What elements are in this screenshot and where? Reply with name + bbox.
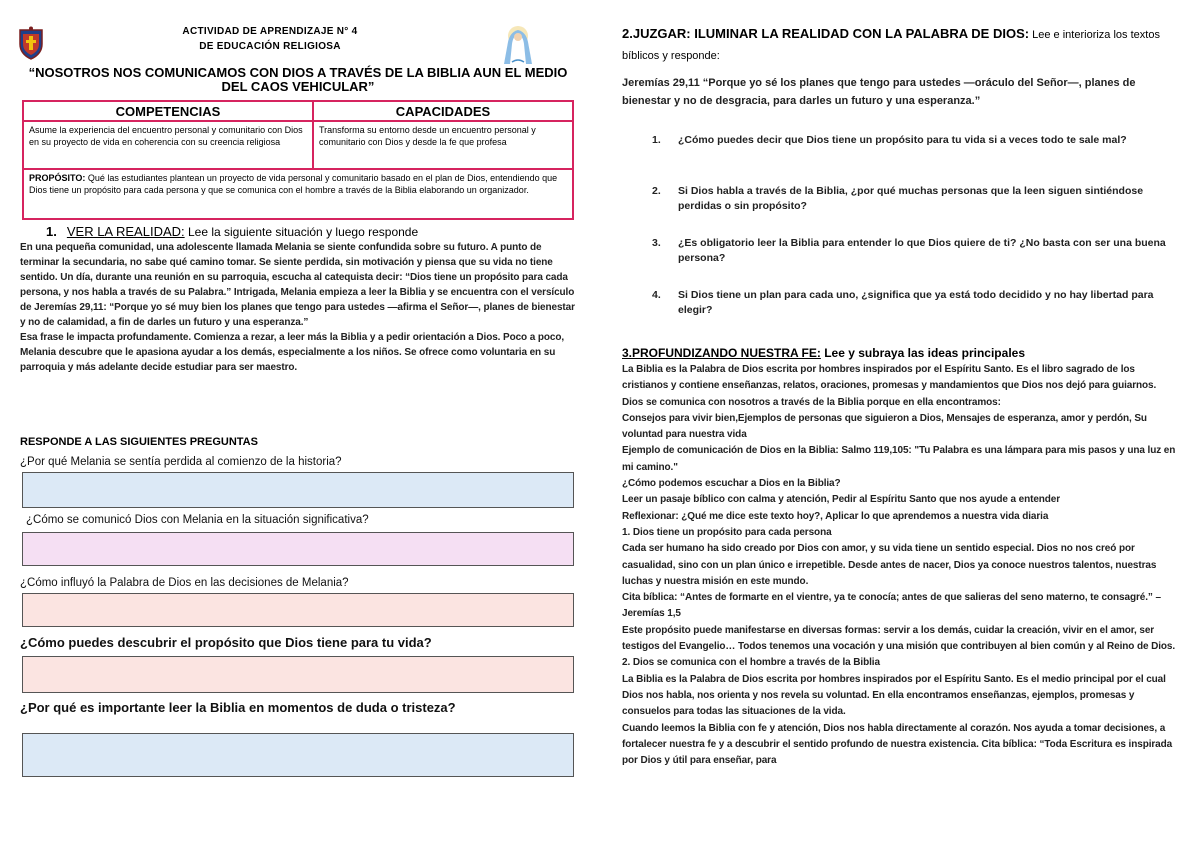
responde-heading: RESPONDE A LAS SIGUIENTES PREGUNTAS: [20, 436, 258, 448]
rq4-number: 4.: [652, 289, 661, 301]
s3-line-2: Consejos para vivir bien,Ejemplos de personas que siguieron a Dios, Mensajes de esperanza, amor y perdón, Su voluntad para nuestra vida: [622, 412, 1147, 441]
section1-number: 1.: [46, 224, 57, 239]
rq2-text: Si Dios habla a través de la Biblia, ¿por qué muchas personas que la leen siguen sintiéndose perdidas o sin propósito?: [678, 185, 1144, 212]
section1-heading: [46, 224, 418, 239]
reflection-question-1: [652, 133, 1172, 148]
situation-text: [20, 240, 576, 375]
answer-box-4[interactable]: [22, 656, 574, 693]
question-4: ¿Cómo puedes descubrir el propósito que Dios tiene para tu vida?: [20, 635, 432, 650]
question-5: ¿Por qué es importante leer la Biblia en momentos de duda o tristeza?: [20, 700, 456, 715]
s3-line-0: La Biblia es la Palabra de Dios escrita por hombres inspirados por el Espíritu Santo. Es el libro sagrado de los cristianos y contiene enseñanzas, relatos, oraciones, promesas y mandamientos que Dios nos dejó para guiarnos.: [622, 364, 1157, 392]
rq2-number: 2.: [652, 185, 661, 197]
s3-line-4: ¿Cómo podemos escuchar a Dios en la Biblia?: [622, 478, 841, 490]
s3-line-6: Reflexionar: ¿Qué me dice este texto hoy?, Aplicar lo que aprendemos a nuestra vida diaria: [622, 510, 1049, 522]
s3-line-3: Ejemplo de comunicación de Dios en la Biblia: Salmo 119,105: "Tu Palabra es una lámpara para mis pasos y una luz en mi camino.": [622, 445, 1176, 473]
reflection-question-3: [652, 236, 1172, 266]
question-3: ¿Cómo influyó la Palabra de Dios en las decisiones de Melania?: [20, 577, 349, 589]
reflection-question-4: [652, 288, 1172, 318]
reflection-question-2: [652, 184, 1172, 214]
situation-paragraph-1: En una pequeña comunidad, una adolescente llamada Melania se siente confundida sobre su futuro. A punto de terminar la secundaria, no sabe qué camino tomar. Se siente perdida, sin motivación y piensa que su vida no tiene sentido. Un día, durante una reunión en su parroquia, escucha al catequista decir: “Dios tiene un propósito para cada persona, y nos habla a través de su Palabra.” Intrigada, Melania empieza a leer la Biblia y se encuentra con el versículo de Jeremías 29,11: “Porque yo sé muy bien los planes que tengo para ustedes —afirma el Señor—, planes de bienestar y no de calamidad, a fin de darles un futuro y una esperanza.”: [20, 242, 575, 328]
rq1-number: 1.: [652, 134, 661, 146]
jeremias-verse: Jeremías 29,11 “Porque yo sé los planes que tengo para ustedes —oráculo del Señor—, planes de bienestar y no de desgracia, para darles un futuro y una esperanza.”: [622, 77, 1136, 107]
main-title: “NOSOTROS NOS COMUNICAMOS CON DIOS A TRAVÉS DE LA BIBLIA AUN EL MEDIO DEL CAOS VEHICULAR”: [28, 65, 568, 94]
question-1: ¿Por qué Melania se sentía perdida al comienzo de la historia?: [20, 456, 342, 468]
capacidad-cell: Transforma su entorno desde un encuentro personal y comunitario con Dios y desde la fe que profesa: [314, 122, 572, 170]
rq1-text: ¿Cómo puedes decir que Dios tiene un propósito para tu vida si a veces todo te sale mal?: [678, 134, 1127, 146]
section3-subtitle: Lee y subraya las ideas principales: [820, 346, 1025, 360]
right-page: [600, 0, 1200, 849]
answer-box-3[interactable]: [22, 593, 574, 627]
s3-line-8: Cada ser humano ha sido creado por Dios con amor, y su vida tiene un sentido especial. Dios no nos creó por casualidad, sino con un plan único e irrepetible. Desde antes de nacer, Dios ya conoce nuestros talentos, nuestras luchas y nuestra misión en este mundo.: [622, 543, 1157, 587]
s3-line-10: Este propósito puede manifestarse en diversas formas: servir a los demás, cuidar la creación, vivir en el amor, ser testigos del Evangelio… Todos tenemos una vocación y una misión que contribuyen al bien común y al Reino de Dios.: [622, 624, 1176, 653]
proposito-cell: [24, 170, 572, 198]
answer-box-2[interactable]: [22, 532, 574, 566]
rq3-text: ¿Es obligatorio leer la Biblia para entender lo que Dios quiere de ti? ¿No basta con ser una buena persona?: [678, 237, 1166, 264]
situation-paragraph-2: Esa frase le impacta profundamente. Comienza a rezar, a leer más la Biblia y a pedir orientación a Dios. Poco a poco, Melania descubre que le apasiona ayudar a los demás, especialmente a los niños. Se ofrece como voluntaria en su parroquia y más adelante decide estudiar para ser maestro.: [20, 332, 565, 373]
competencias-header: COMPETENCIAS: [24, 102, 314, 122]
s3-line-9: Cita bíblica: “Antes de formarte en el vientre, ya te conocía; antes de que salieras del seno materno, te consagré.” – Jeremías 1,5: [622, 592, 1161, 620]
question-2: ¿Cómo se comunicó Dios con Melania en la situación significativa?: [26, 514, 369, 526]
proposito-text: Qué las estudiantes plantean un proyecto de vida personal y comunitario basado en el plan de Dios, entendiendo que Dios tiene un propósito para cada persona y que se comunica con el hombre a través de la Biblia elaborando un organizador.: [29, 173, 558, 195]
section2-title: 2.JUZGAR: ILUMINAR LA REALIDAD CON LA PALABRA DE DIOS:: [622, 26, 1030, 41]
s3-line-5: Leer un pasaje bíblico con calma y atención, Pedir al Espíritu Santo que nos ayude a entender: [622, 494, 1061, 506]
s3-line-11: 2. Dios se comunica con el hombre a través de la Biblia: [622, 657, 880, 669]
proposito-label: PROPÓSITO:: [29, 173, 86, 183]
section1-title: VER LA REALIDAD:: [66, 224, 185, 239]
competencias-table: [22, 100, 574, 220]
school-crest-icon: [18, 26, 44, 60]
header-line1: ACTIVIDAD DE APRENDIZAJE N° 4: [182, 26, 358, 37]
section3-heading: [622, 346, 1025, 360]
s3-line-12: La Biblia es la Palabra de Dios escrita por hombres inspirados por el Espíritu Santo. Es el medio principal por el cual Dios nos habla, nos orienta y nos revela su voluntad. En ella encontramos enseñanzas, ejemplos, promesas y consuelos para todas las situaciones de la vida.: [622, 673, 1166, 718]
section3-title: 3.PROFUNDIZANDO NUESTRA FE:: [622, 346, 821, 360]
competencia-cell: Asume la experiencia del encuentro personal y comunitario con Dios en su proyecto de vida en coherencia con su creencia religiosa: [24, 122, 314, 170]
rq3-number: 3.: [652, 237, 661, 249]
section2-subtitle: Lee e interioriza los textos bíblicos y responde:: [622, 29, 1160, 62]
capacidades-header: CAPACIDADES: [314, 102, 572, 122]
s3-line-13: Cuando leemos la Biblia con fe y atención, Dios nos habla directamente al corazón. Nos ayuda a tomar decisiones, a fortalecer nuestra fe y a descubrir el sentido profundo de nuestra existencia. Cita bíblica: “Toda Escritura es inspirada por Dios y útil para enseñar, para: [622, 722, 1173, 767]
header-line2: DE EDUCACIÓN RELIGIOSA: [199, 41, 341, 52]
answer-box-5[interactable]: [22, 733, 574, 777]
section2-heading: [622, 24, 1182, 66]
section1-subtitle: Lee la siguiente situación y luego responde: [184, 225, 419, 239]
s3-line-7: 1. Dios tiene un propósito para cada persona: [622, 526, 832, 538]
s3-line-1: Dios se comunica con nosotros a través de la Biblia porque en ella encontramos:: [622, 396, 1001, 408]
rq4-text: Si Dios tiene un plan para cada uno, ¿significa que ya está todo decidido y no hay libertad para elegir?: [678, 289, 1154, 316]
answer-box-1[interactable]: [22, 472, 574, 508]
virgin-mary-image: [496, 22, 540, 66]
activity-header: [120, 24, 420, 54]
section3-text: [622, 362, 1180, 769]
